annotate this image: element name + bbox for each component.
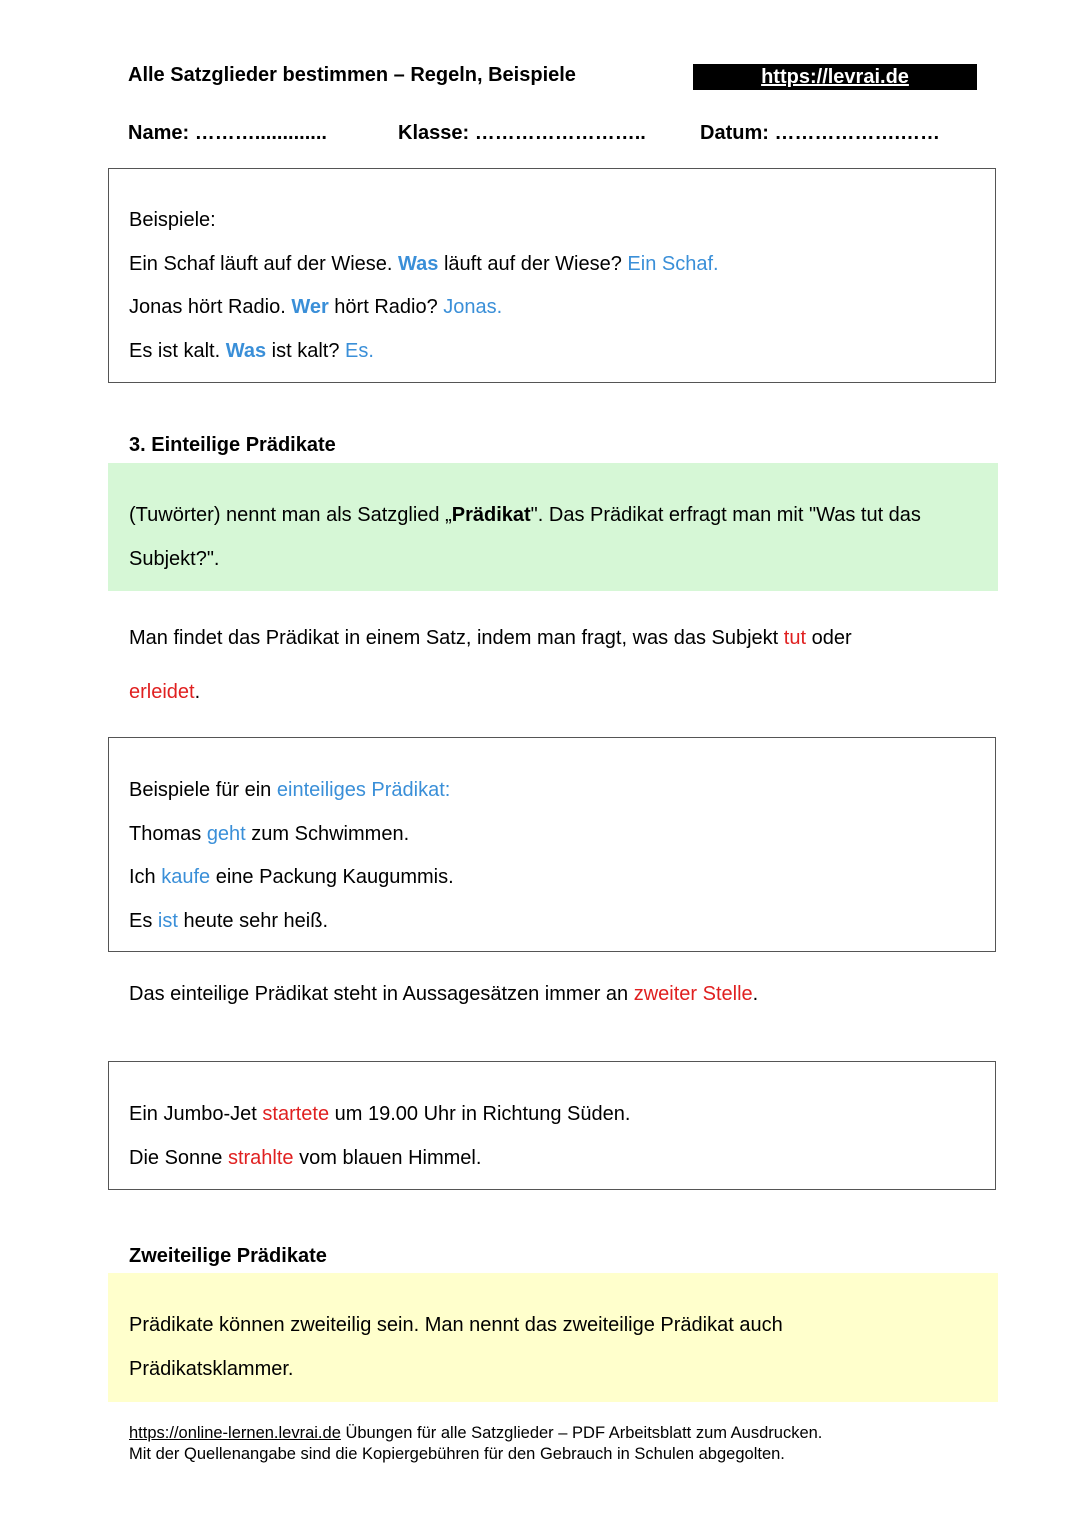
subject-examples-box [108,168,996,383]
klasse-field-label: Klasse: …………………….. [398,122,646,144]
rule-panel-yellow [108,1273,998,1402]
position-rule-text: Das einteilige Prädikat steht in Aussagesätzen immer an zweiter Stelle. [129,983,759,1005]
find-predicate-paragraph: Man findet das Prädikat in einem Satz, indem man fragt, was das Subjekt tut oder erleidet. [129,627,852,703]
footer-link[interactable]: https://online-lernen.levrai.de [129,1424,341,1442]
einteilig-examples-box [108,737,996,952]
example-row: Die Sonne strahlte vom blauen Himmel. [129,1146,482,1169]
example-row: Es ist kalt. Was ist kalt? Es. [129,339,374,362]
datum-field-label: Datum: ……………….…… [700,122,940,144]
footer-line-2: Mit der Quellenangabe sind die Kopiergebühren für den Gebrauch in Schulen abgegolten. [129,1445,785,1463]
page-title: Alle Satzglieder bestimmen – Regeln, Beispiele [128,64,576,86]
section-heading-einteilig: 3. Einteilige Prädikate [129,434,336,456]
footer [129,1423,822,1465]
position-examples-box [108,1061,996,1190]
site-url-badge[interactable]: https://levrai.de [693,64,977,90]
example-row: Es ist heute sehr heiß. [129,909,328,932]
example-row: Ein Schaf läuft auf der Wiese. Was läuft auf der Wiese? Ein Schaf. [129,252,719,275]
rule-text: (Tuwörter) nennt man als Satzglied „Prädikat". Das Prädikat erfragt man mit "Was tut das Subjekt?". [129,504,921,570]
name-field-label: Name: ………............. [128,122,327,144]
example-row: Ich kaufe eine Packung Kaugummis. [129,866,454,888]
zweiteilig-text: Prädikate können zweiteilig sein. Man nennt das zweiteilige Prädikat auch Prädikatsklammer. [129,1314,783,1380]
section-heading-zweiteilig: Zweiteilige Prädikate [129,1245,327,1267]
example-row: Thomas geht zum Schwimmen. [129,822,410,845]
example-row: Jonas hört Radio. Wer hört Radio? Jonas. [129,296,503,318]
examples-heading: Beispiele für ein einteiliges Prädikat: [129,779,451,801]
rule-panel-green [108,463,998,591]
examples-heading: Beispiele: [129,209,216,231]
footer-line-1: https://online-lernen.levrai.de Übungen für alle Satzglieder – PDF Arbeitsblatt zum Ausdrucken. [129,1424,823,1442]
example-row: Ein Jumbo-Jet startete um 19.00 Uhr in Richtung Süden. [129,1103,631,1125]
